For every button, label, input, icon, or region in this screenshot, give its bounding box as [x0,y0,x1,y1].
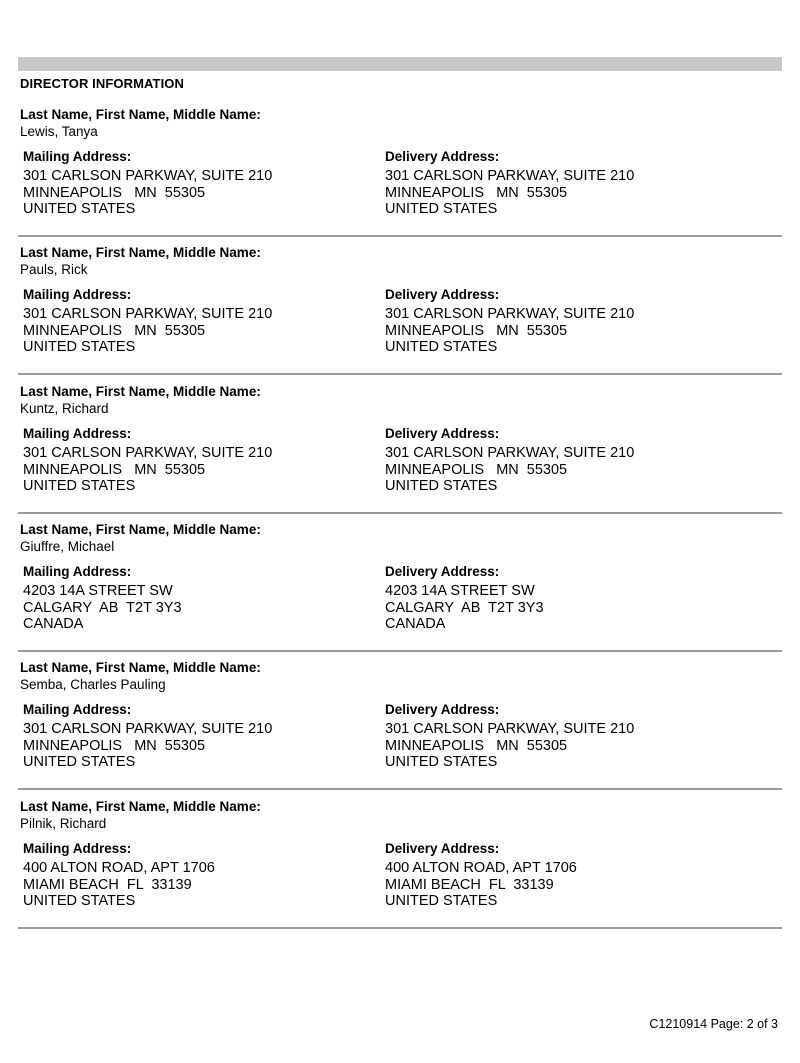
name-label: Last Name, First Name, Middle Name: [20,384,261,399]
address-line: 301 CARLSON PARKWAY, SUITE 210 [385,168,635,184]
delivery-address [385,287,745,356]
section-title: DIRECTOR INFORMATION [20,76,185,91]
address-line: MINNEAPOLIS MN 55305 [385,322,568,339]
divider [18,650,782,652]
address-line: 301 CARLSON PARKWAY, SUITE 210 [385,306,635,322]
director-name: Lewis, Tanya [20,124,98,139]
divider [18,512,782,514]
address-line: MINNEAPOLIS MN 55305 [385,184,568,201]
address-line: MINNEAPOLIS MN 55305 [23,737,206,754]
address-line: UNITED STATES [385,339,498,356]
address-line: 301 CARLSON PARKWAY, SUITE 210 [23,168,273,184]
address-line: UNITED STATES [385,201,498,218]
address-line: 400 ALTON ROAD, APT 1706 [385,860,577,876]
mailing-address-label: Mailing Address: [23,287,132,302]
delivery-address [385,841,745,910]
address-line: UNITED STATES [23,339,136,356]
mailing-address [23,564,383,633]
director-entry [0,384,800,514]
address-line: 4203 14A STREET SW [385,583,535,599]
address-line: MINNEAPOLIS MN 55305 [385,737,568,754]
address-line: 301 CARLSON PARKWAY, SUITE 210 [23,306,273,322]
address-line: CANADA [385,616,446,633]
director-name: Pilnik, Richard [20,816,107,831]
address-line: UNITED STATES [385,754,498,771]
address-line: MINNEAPOLIS MN 55305 [23,461,206,478]
mailing-address-label: Mailing Address: [23,841,132,856]
address-line: UNITED STATES [23,893,136,910]
address-line: MIAMI BEACH FL 33139 [385,876,554,893]
mailing-address-label: Mailing Address: [23,149,132,164]
director-name: Kuntz, Richard [20,401,109,416]
mailing-address [23,287,383,356]
director-entry [0,107,800,237]
divider [18,373,782,375]
address-line: CALGARY AB T2T 3Y3 [385,599,544,616]
divider [18,788,782,790]
delivery-address-label: Delivery Address: [385,702,500,717]
address-line: UNITED STATES [385,893,498,910]
address-line: UNITED STATES [23,478,136,495]
director-name: Semba, Charles Pauling [20,677,166,692]
address-line: 301 CARLSON PARKWAY, SUITE 210 [385,721,635,737]
address-line: UNITED STATES [23,201,136,218]
name-label: Last Name, First Name, Middle Name: [20,660,261,675]
mailing-address [23,426,383,495]
page-footer: C1210914 Page: 2 of 3 [649,1017,778,1031]
address-line: CALGARY AB T2T 3Y3 [23,599,182,616]
address-line: MINNEAPOLIS MN 55305 [23,322,206,339]
delivery-address [385,149,745,218]
divider [18,235,782,237]
mailing-address-label: Mailing Address: [23,564,132,579]
director-entry [0,522,800,652]
address-line: 301 CARLSON PARKWAY, SUITE 210 [23,445,273,461]
address-line: UNITED STATES [385,478,498,495]
address-line: 301 CARLSON PARKWAY, SUITE 210 [385,445,635,461]
name-label: Last Name, First Name, Middle Name: [20,107,261,122]
mailing-address [23,149,383,218]
director-entry [0,245,800,375]
delivery-address-label: Delivery Address: [385,564,500,579]
delivery-address-label: Delivery Address: [385,287,500,302]
address-line: 301 CARLSON PARKWAY, SUITE 210 [23,721,273,737]
address-line: MINNEAPOLIS MN 55305 [385,461,568,478]
address-line: MINNEAPOLIS MN 55305 [23,184,206,201]
address-line: 4203 14A STREET SW [23,583,173,599]
section-header-bar [18,57,782,71]
director-entry [0,799,800,929]
director-name: Giuffre, Michael [20,539,115,554]
director-entry [0,660,800,790]
name-label: Last Name, First Name, Middle Name: [20,245,261,260]
address-line: UNITED STATES [23,754,136,771]
delivery-address-label: Delivery Address: [385,149,500,164]
delivery-address [385,564,745,633]
address-line: MIAMI BEACH FL 33139 [23,876,192,893]
delivery-address [385,426,745,495]
mailing-address [23,841,383,910]
delivery-address-label: Delivery Address: [385,426,500,441]
delivery-address-label: Delivery Address: [385,841,500,856]
divider [18,927,782,929]
mailing-address [23,702,383,771]
address-line: 400 ALTON ROAD, APT 1706 [23,860,215,876]
name-label: Last Name, First Name, Middle Name: [20,522,261,537]
address-line: CANADA [23,616,84,633]
name-label: Last Name, First Name, Middle Name: [20,799,261,814]
mailing-address-label: Mailing Address: [23,702,132,717]
delivery-address [385,702,745,771]
director-name: Pauls, Rick [20,262,88,277]
mailing-address-label: Mailing Address: [23,426,132,441]
